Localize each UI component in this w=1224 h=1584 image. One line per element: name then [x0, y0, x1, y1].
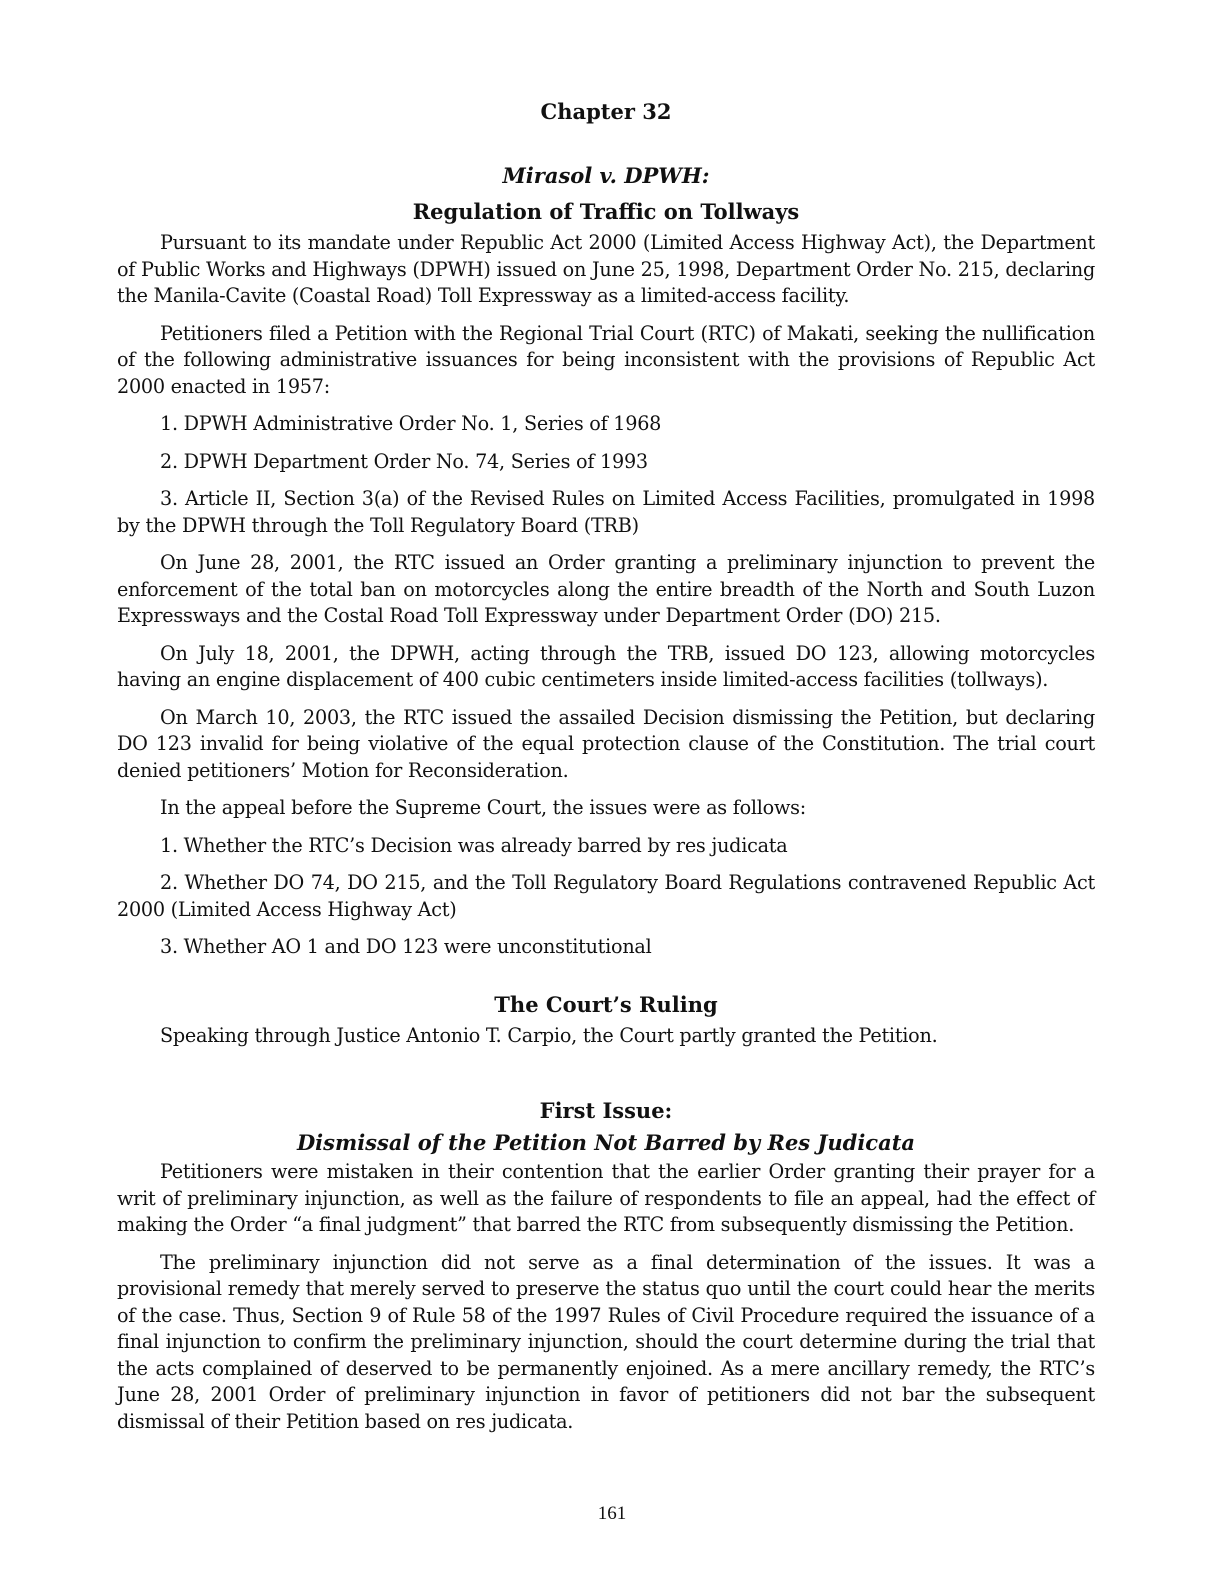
first-issue-heading: First Issue: [539, 1098, 673, 1123]
ruling-heading: The Court’s Ruling [494, 991, 718, 1017]
list-item-issuance: 1. DPWH Administrative Order No. 1, Series of 1968 [160, 412, 662, 435]
paragraph-first-issue: The preliminary injunction did not serve as a final determination of the issues. It was a provisional remedy that merely served to preserve the status quo until the court could hear the merits of the case. Thus, Section 9 of Rule 58 of the 1997 Rules of Civil Procedure required the issuance of a final injunction to confirm the preliminary injunction, should the court determine during the trial that the acts complained of deserved to be permanently enjoined. As a mere ancillary remedy, the RTC’s June 28, 2001 Order of preliminary injunction in favor of petitioners did not bar the subsequent dismissal of their Petition based on res judicata. [117, 1250, 1095, 1433]
paragraph-ruling: Speaking through Justice Antonio T. Carpio, the Court partly granted the Petition. [160, 1023, 938, 1047]
page-number: 161 [597, 1503, 627, 1524]
paragraph-petition: Petitioners filed a Petition with the Regional Trial Court (RTC) of Makati, seeking the nullification of the following administrative issuances for being inconsistent with the provisions of Republic Act 2000 enacted in 1957: [117, 321, 1095, 398]
paragraph-injunction: On June 28, 2001, the RTC issued an Order granting a preliminary injunction to prevent the enforcement of the total ban on motorcycles along the entire breadth of the North and South Luzon Expressways and the Costal Road Toll Expressway under Department Order (DO) 215. [117, 551, 1095, 627]
list-item-issue: 2. Whether DO 74, DO 215, and the Toll Regulatory Board Regulations contravened Republic Act 2000 (Limited Access Highway Act) [117, 871, 1095, 921]
chapter-heading: Chapter 32 [540, 99, 672, 124]
list-item-issuance: 3. Article II, Section 3(a) of the Revised Rules on Limited Access Facilities, promulgated in 1998 by the DPWH through the Toll Regulatory Board (TRB) [117, 487, 1095, 537]
case-title: Mirasol v. DPWH: [502, 163, 710, 188]
list-item-issue: 3. Whether AO 1 and DO 123 were unconstitutional [160, 935, 652, 958]
paragraph-do-123: On July 18, 2001, the DPWH, acting through the TRB, issued DO 123, allowing motorcycles having an engine displacement of 400 cubic centimeters inside limited-access facilities (tollways). [117, 641, 1095, 691]
first-issue-subheading: Dismissal of the Petition Not Barred by Res Judicata [296, 1130, 916, 1155]
page-content [117, 98, 1095, 1446]
list-item-issuance: 2. DPWH Department Order No. 74, Series of 1993 [160, 449, 648, 473]
case-subtitle: Regulation of Traffic on Tollways [412, 199, 800, 224]
paragraph-mandate: Pursuant to its mandate under Republic Act 2000 (Limited Access Highway Act), the Department of Public Works and Highways (DPWH) issued on June 25, 1998, Department Order No. 215, declaring the Manila-Cavite (Coastal Road) Toll Expressway as a limited-access facility. [117, 231, 1095, 307]
paragraph-first-issue: Petitioners were mistaken in their contention that the earlier Order granting their prayer for a writ of preliminary injunction, as well as the failure of respondents to file an appeal, had the effect of making the Order “a final judgment” that barred the RTC from subsequently dismissing the Petition. [117, 1160, 1095, 1236]
list-item-issue: 1. Whether the RTC’s Decision was already barred by res judicata [160, 833, 788, 857]
paragraph-decision: On March 10, 2003, the RTC issued the assailed Decision dismissing the Petition, but declaring DO 123 invalid for being violative of the equal protection clause of the Constitution. The trial court denied petitioners’ Motion for Reconsideration. [117, 705, 1095, 782]
paragraph-appeal: In the appeal before the Supreme Court, the issues were as follows: [160, 796, 806, 819]
